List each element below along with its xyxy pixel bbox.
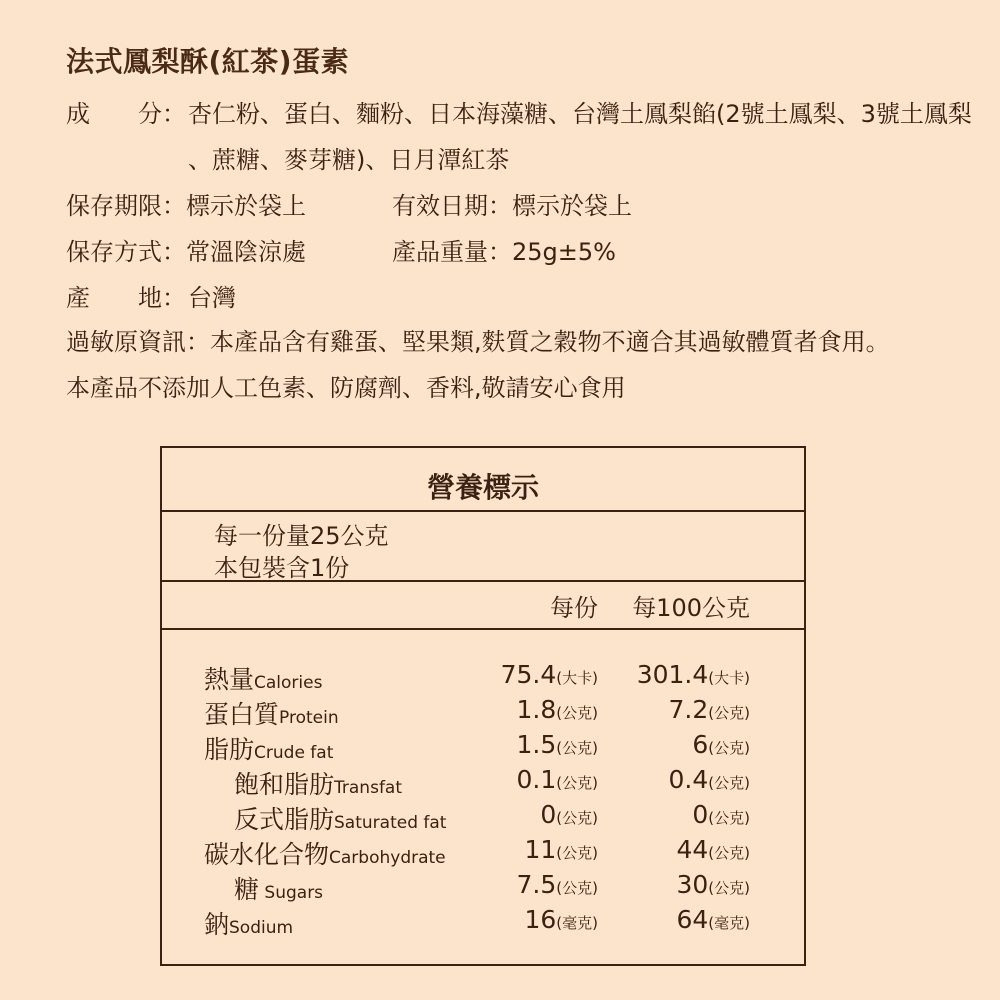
ingredients-label: 成 分： — [66, 100, 186, 128]
per-serving-value: 1.5(公克) — [516, 730, 598, 759]
per-100g-value: 44(公克) — [676, 835, 750, 864]
column-header-per-serving: 每份 — [550, 594, 598, 622]
ingredients-line-2: 、蔗糖、麥芽糖)、日月潭紅茶 — [188, 146, 510, 174]
nutrient-name: 蛋白質Protein — [204, 700, 339, 729]
nutrient-name: 飽和脂肪Transfat — [234, 770, 403, 799]
per-serving-value: 11(公克) — [524, 835, 598, 864]
nutrient-row-saturated-fat — [162, 765, 804, 801]
nutrient-row-sodium — [162, 905, 804, 941]
per-100g-value: 0.4(公克) — [668, 765, 750, 794]
column-header-per-100g: 每100公克 — [632, 594, 750, 622]
per-serving-value: 7.5(公克) — [516, 870, 598, 899]
storage-method: 保存方式：常溫陰涼處 — [66, 238, 306, 266]
expiry-date: 有效日期：標示於袋上 — [392, 192, 632, 220]
nutrition-title: 營養標示 — [426, 471, 539, 504]
nutrient-row-calories — [162, 660, 804, 696]
per-serving-value: 0.1(公克) — [516, 765, 598, 794]
per-100g-value: 301.4(大卡) — [636, 660, 750, 689]
nutrient-row-trans-fat — [162, 800, 804, 836]
serving-size: 每一份量25公克 — [214, 522, 389, 550]
nutrient-name: 糖 Sugars — [234, 875, 324, 904]
per-100g-value: 7.2(公克) — [668, 695, 750, 724]
nutrient-name: 鈉Sodium — [204, 910, 294, 939]
allergen-info: 過敏原資訊：本產品含有雞蛋、堅果類,麩質之穀物不適合其過敏體質者食用。 — [66, 328, 890, 356]
nutrition-facts-table — [160, 446, 806, 966]
nutrient-row-carbohydrate — [162, 835, 804, 871]
servings-per-pack: 本包裝含1份 — [214, 554, 350, 582]
product-weight: 產品重量：25g±5% — [392, 238, 616, 266]
ingredients-line-1: 杏仁粉、蛋白、麵粉、日本海藻糖、台灣土鳳梨餡(2號土鳳梨、3號土鳳梨 — [188, 100, 972, 128]
nutrient-name: 反式脂肪Saturated fat — [234, 805, 447, 834]
additive-info: 本產品不添加人工色素、防腐劑、香料,敬請安心食用 — [66, 374, 626, 402]
shelf-life: 保存期限：標示於袋上 — [66, 192, 306, 220]
per-100g-value: 64(毫克) — [676, 905, 750, 934]
divider — [162, 628, 804, 630]
nutrient-row-sugars — [162, 870, 804, 906]
nutrient-name: 脂肪Crude fat — [204, 735, 334, 764]
per-serving-value: 1.8(公克) — [516, 695, 598, 724]
origin-label: 產 地： — [66, 284, 186, 312]
product-title: 法式鳳梨酥(紅茶)蛋素 — [66, 45, 350, 78]
per-100g-value: 6(公克) — [692, 730, 750, 759]
nutrient-row-fat — [162, 730, 804, 766]
per-serving-value: 0(公克) — [540, 800, 598, 829]
divider — [162, 580, 804, 582]
origin-value: 台灣 — [188, 284, 236, 312]
nutrient-name: 碳水化合物Carbohydrate — [204, 840, 446, 869]
per-100g-value: 30(公克) — [676, 870, 750, 899]
nutrient-row-protein — [162, 695, 804, 731]
nutrient-name: 熱量Calories — [204, 665, 323, 694]
per-serving-value: 75.4(大卡) — [500, 660, 598, 689]
per-serving-value: 16(毫克) — [524, 905, 598, 934]
per-100g-value: 0(公克) — [692, 800, 750, 829]
divider — [162, 510, 804, 512]
